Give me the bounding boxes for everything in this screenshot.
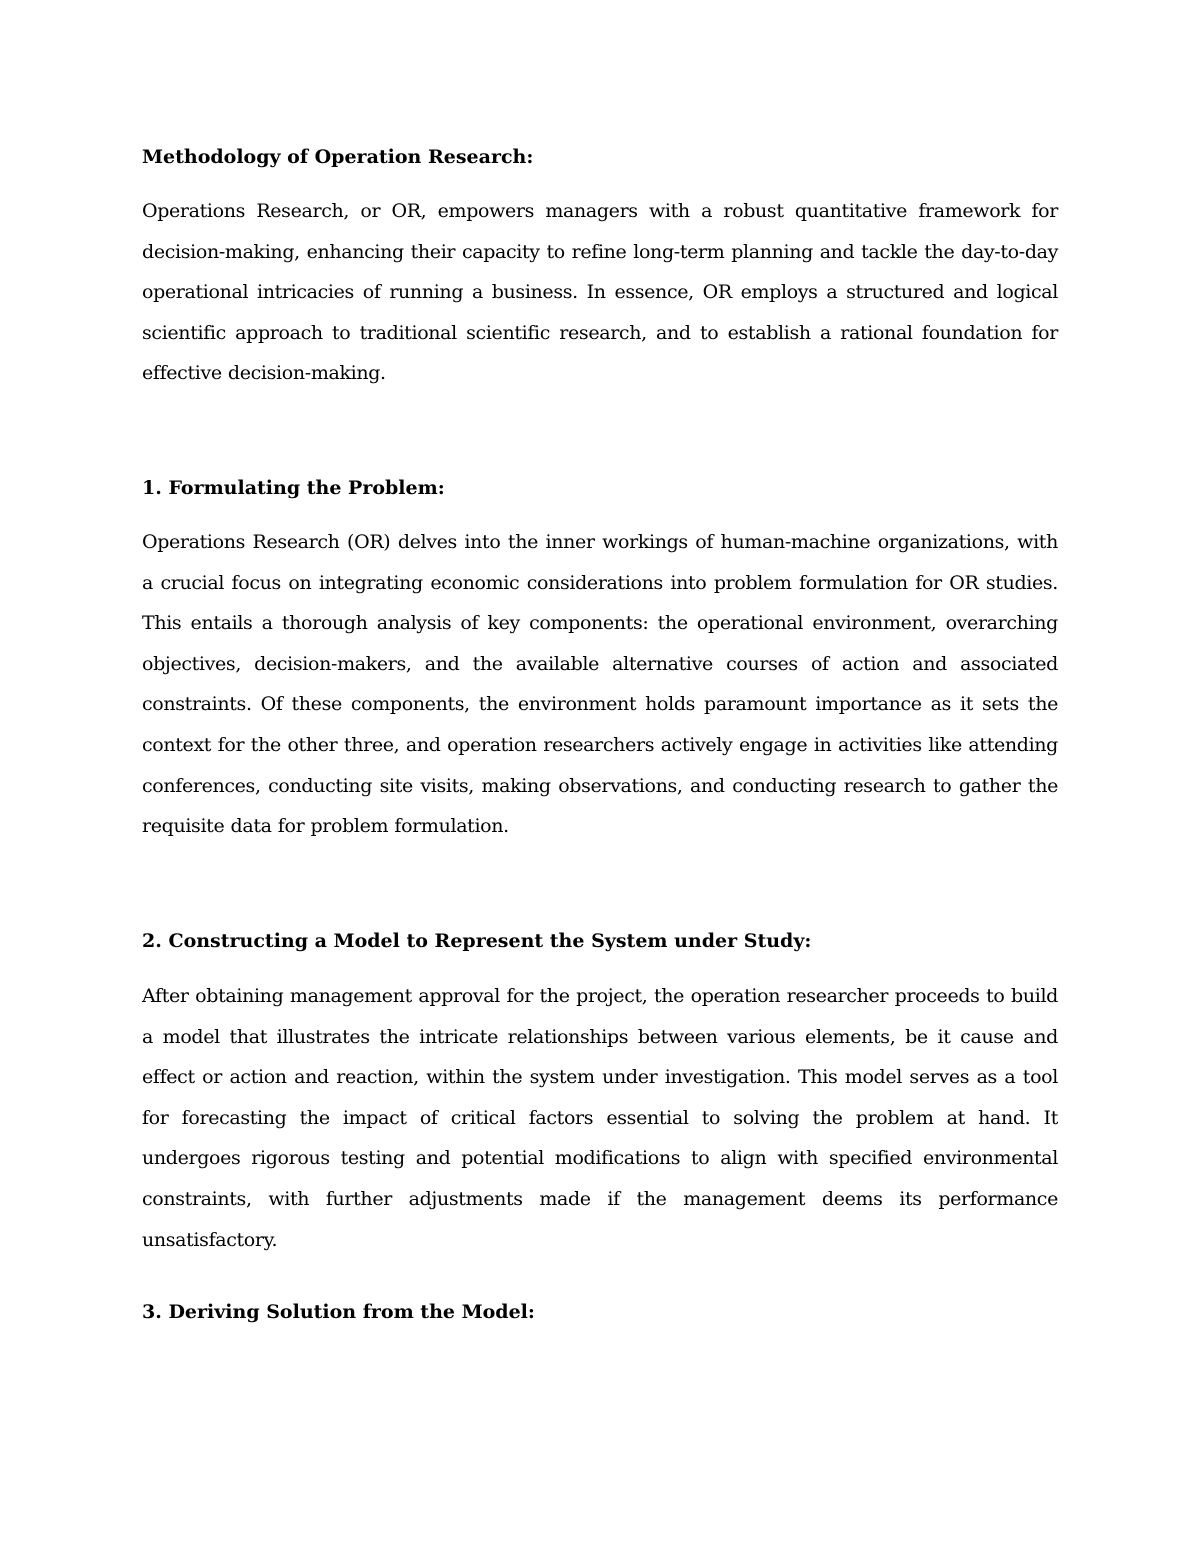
section-3-heading: 3. Deriving Solution from the Model:	[142, 1301, 535, 1323]
section-1-body: Operations Research (OR) delves into the inner workings of human-machine organizations, with a crucial focus on integrating economic considerations into problem formulation for OR studies. This entails a thorough analysis of key components: the operational environment, overarching objectives, decision-makers, and the available alternative courses of action and associated constraints. Of these components, the environment holds paramount importance as it sets the context for the other three, and operation researchers actively engage in activities like attending conferences, conducting site visits, making observations, and conducting research to gather the requisite data for problem formulation.	[142, 531, 1058, 838]
section-2-heading: 2. Constructing a Model to Represent the System under Study:	[142, 930, 812, 952]
section-2-body: After obtaining management approval for the project, the operation researcher proceeds to build a model that illustrates the intricate relationships between various elements, be it cause and effect or action and reaction, within the system under investigation. This model serves as a tool for forecasting the impact of critical factors essential to solving the problem at hand. It undergoes rigorous testing and potential modifications to align with specified environmental constraints, with further adjustments made if the management deems its performance unsatisfactory.	[142, 985, 1058, 1251]
section-1-heading: 1. Formulating the Problem:	[142, 477, 445, 499]
document-title: Methodology of Operation Research:	[142, 146, 534, 168]
intro-paragraph: Operations Research, or OR, empowers managers with a robust quantitative framework for decision-making, enhancing their capacity to refine long-term planning and tackle the day-to-day operational intricacies of running a business. In essence, OR employs a structured and logical scientific approach to traditional scientific research, and to establish a rational foundation for effective decision-making.	[142, 200, 1058, 385]
